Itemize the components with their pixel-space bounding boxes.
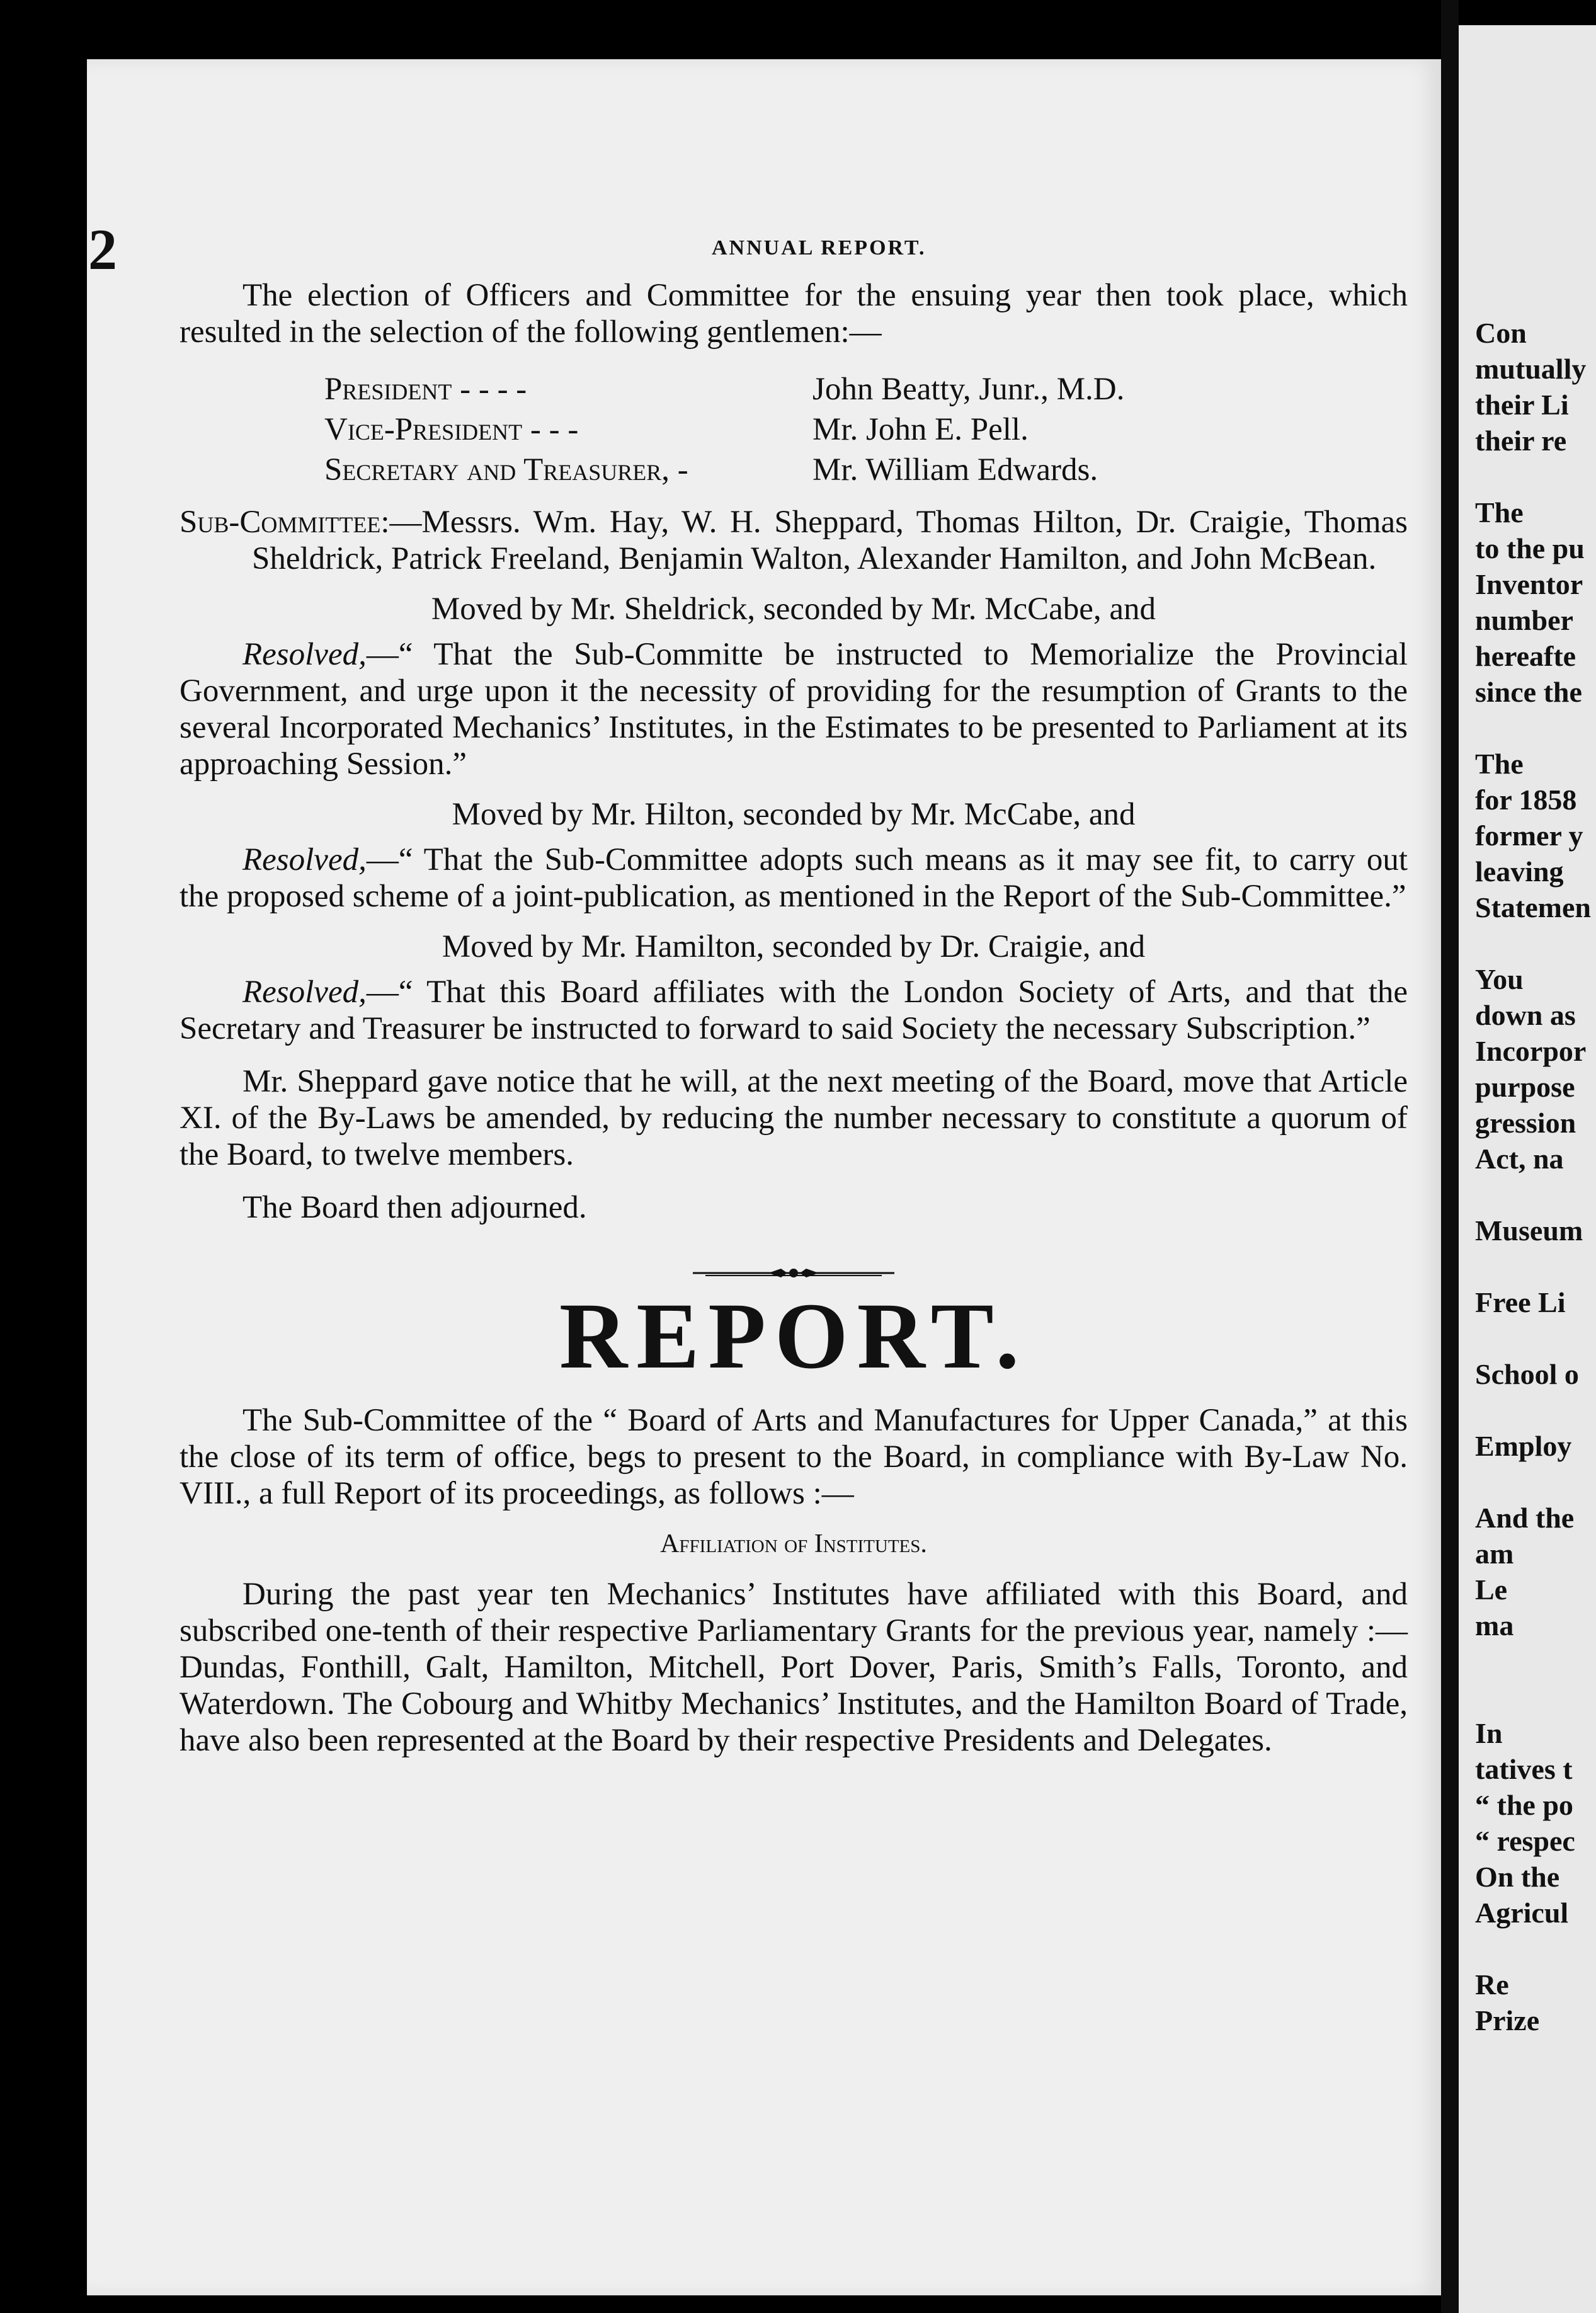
motion-moved: Moved by Mr. Sheldrick, seconded by Mr. McCabe, and <box>431 591 1156 627</box>
decorative-rule-ornament <box>693 1264 894 1282</box>
adjacent-page-line: mutually <box>1475 353 1587 385</box>
page-content <box>88 183 1408 1759</box>
adjacent-page-line: Le <box>1475 1573 1508 1606</box>
adjacent-page-line: to the pu <box>1475 532 1585 564</box>
officer-name: John Beatty, Junr., M.D. <box>812 372 1125 407</box>
adjacent-page-text <box>1475 315 1596 2038</box>
motion-resolution <box>180 842 1408 915</box>
adjacent-page-line <box>1475 1177 1596 1213</box>
section-paragraph: During the past year ten Mechanics’ Institutes have affiliated with this Board, and subscribed one-tenth of their respective Parliamentary Grants for the previous year, namely :—Dundas, Fonthill, Galt, Hamilton, Mitchell, Port Dover, Paris, Smith’s Falls, Toronto, and Waterdown. The Cobourg and Whitby Mechanics’ Institutes, and the Hamilton Board of Trade, have also been represented at the Board by their respective Presidents and Delegates. <box>180 1577 1408 1758</box>
officer-role: Secretary and Treasurer, - <box>324 452 688 488</box>
adjacent-page-line: “ the po <box>1475 1789 1573 1821</box>
adjacent-page-line: number <box>1475 604 1573 636</box>
adjacent-page-line: tatives t <box>1475 1753 1573 1785</box>
report-intro: The Sub-Committee of the “ Board of Arts and Manufactures for Upper Canada,” at this the close of its term of office, begs to present to the Board, in compliance with By-Law No. VIII., a full Report of its proceedings, as follows :— <box>180 1403 1408 1511</box>
adjacent-page-line: for 1858 <box>1475 784 1577 816</box>
adjacent-page-line: On the <box>1475 1861 1560 1893</box>
adjacent-page-line: Inventor <box>1475 568 1583 600</box>
officer-row <box>324 450 1408 490</box>
motion-resolution <box>180 636 1408 782</box>
adjacent-page-line: The <box>1475 496 1524 528</box>
resolution-text: —“ That the Sub-Committee adopts such means as it may see fit, to carry out the proposed scheme of a joint-publication, as mentioned in the Report of the Sub-Committee.” <box>180 842 1408 914</box>
running-head: ANNUAL REPORT. <box>712 236 926 260</box>
adjacent-page-line: Agricul <box>1475 1897 1569 1929</box>
book-gutter <box>1441 0 1459 2313</box>
adjacent-page-line: purpose <box>1475 1071 1575 1103</box>
adjacent-page-line: am <box>1475 1538 1514 1570</box>
adjacent-page-line <box>1475 1931 1596 1967</box>
adjacent-page-line <box>1475 710 1596 746</box>
adjacent-page-line: Act, na <box>1475 1143 1564 1175</box>
adjacent-page-line: “ respec <box>1475 1825 1575 1857</box>
notice-paragraph: Mr. Sheppard gave notice that he will, at the next meeting of the Board, move that Article XI. of the By-Laws be amended, by reducing the number necessary to constitute a quorum of the Board, to twelve members. <box>180 1064 1408 1172</box>
page-number: 2 <box>88 217 117 282</box>
officer-row <box>324 369 1408 409</box>
motion-moved: Moved by Mr. Hilton, seconded by Mr. McCabe, and <box>452 797 1136 832</box>
adjacent-page-line: their re <box>1475 425 1567 457</box>
adjacent-page-line: since the <box>1475 676 1582 708</box>
resolution-text: —“ That the Sub-Committe be instructed to Memorialize the Provincial Government, and urge upon it the necessity of providing for the resumption of Grants to the several Incorporated Mechanics’ Institutes, in the Estimates to be presented to Parliament at its approaching Session.” <box>180 637 1408 782</box>
adjacent-page-line: In <box>1475 1717 1503 1749</box>
adjacent-page-line: And the <box>1475 1502 1575 1534</box>
adjacent-page-line: down as <box>1475 999 1576 1031</box>
adjacent-page-line: Statemen <box>1475 891 1591 923</box>
subcommittee-members: :—Messrs. Wm. Hay, W. H. Sheppard, Thomas Hilton, Dr. Craigie, Thomas Sheldrick, Patrick Freeland, Benjamin Walton, Alexander Hamilton, and John McBean. <box>252 505 1408 576</box>
motion-resolution <box>180 974 1408 1047</box>
adjacent-page-line <box>1475 1643 1596 1679</box>
officer-name: Mr. William Edwards. <box>812 452 1098 488</box>
adjacent-page-line: Free Li <box>1475 1286 1566 1318</box>
subcommittee-label: Sub-Committee <box>180 505 381 540</box>
adjourned-paragraph: The Board then adjourned. <box>242 1190 587 1225</box>
adjacent-page-line: Con <box>1475 317 1527 349</box>
adjacent-page-line <box>1475 925 1596 961</box>
adjacent-page-line <box>1475 1464 1596 1500</box>
adjacent-page-line: hereafte <box>1475 640 1576 672</box>
resolved-label: Resolved, <box>242 974 367 1010</box>
adjacent-page-line: Incorpor <box>1475 1035 1587 1067</box>
officer-name: Mr. John E. Pell. <box>812 412 1029 447</box>
adjacent-page-line: Prize <box>1475 2004 1540 2036</box>
officer-role: President - - - - <box>324 372 527 407</box>
subcommittee-paragraph <box>180 504 1408 577</box>
officer-role: Vice-President - - - <box>324 412 579 447</box>
section-heading: Affiliation of Institutes. <box>660 1529 927 1558</box>
adjacent-page-line: Museum <box>1475 1214 1583 1247</box>
adjacent-page-line <box>1475 1320 1596 1356</box>
motion-moved: Moved by Mr. Hamilton, seconded by Dr. Craigie, and <box>442 929 1146 964</box>
resolved-label: Resolved, <box>242 842 367 877</box>
adjacent-page <box>1459 25 1596 2313</box>
adjacent-page-line: You <box>1475 963 1524 995</box>
adjacent-page-line: Employ <box>1475 1430 1572 1462</box>
officer-row <box>324 409 1408 450</box>
adjacent-page-line <box>1475 1392 1596 1428</box>
resolution-text: —“ That this Board affiliates with the London Society of Arts, and that the Secretary and Treasurer be instructed to forward to said Society the necessary Subscription.” <box>180 974 1408 1046</box>
page-header <box>88 183 1408 282</box>
adjacent-page-line: gression <box>1475 1107 1576 1139</box>
adjacent-page-line <box>1475 1248 1596 1284</box>
adjacent-page-line <box>1475 459 1596 494</box>
adjacent-page-line <box>1475 1679 1596 1715</box>
adjacent-page-line: leaving <box>1475 855 1564 888</box>
officers-list <box>324 369 1408 490</box>
adjacent-page-line: The <box>1475 748 1524 780</box>
adjacent-page-line: Re <box>1475 1968 1509 2001</box>
adjacent-page-line: their Li <box>1475 389 1569 421</box>
adjacent-page-line: ma <box>1475 1609 1514 1642</box>
adjacent-page-line: former y <box>1475 820 1583 852</box>
resolved-label: Resolved, <box>242 637 367 672</box>
report-title: REPORT. <box>559 1284 1029 1388</box>
adjacent-page-line: School o <box>1475 1358 1579 1390</box>
election-intro: The election of Officers and Committee for the ensuing year then took place, which resulted in the selection of the following gentlemen:— <box>180 278 1408 350</box>
